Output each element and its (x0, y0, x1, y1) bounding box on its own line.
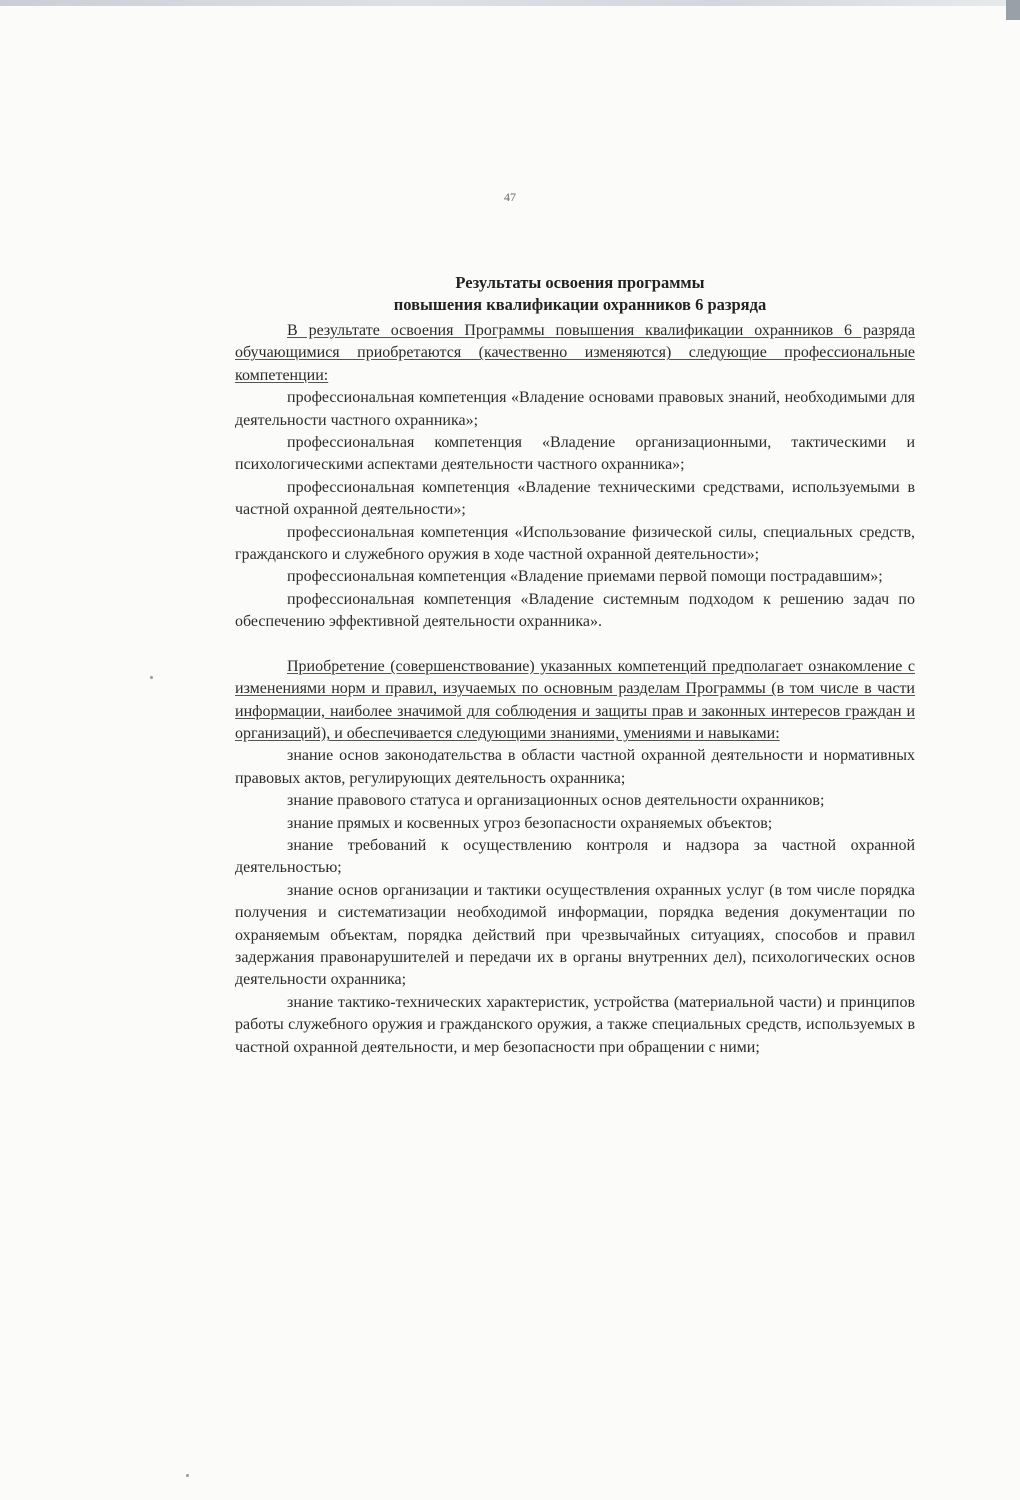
knowledge-item: знание основ организации и тактики осуществления охранных услуг (в том числе порядка получения и систематизации необходимой информации, порядка ведения документации по охраняемым объектам, порядка действий при чрезвычайных ситуациях, способов и правил задержания правонарушителей и передачи их в органы внутренних дел), психологических основ деятельности охранника; (235, 881, 915, 989)
competency-item: профессиональная компетенция «Использование физической силы, специальных средств, гражданского и служебного оружия в ходе частной охранной деятельности»; (235, 523, 915, 564)
knowledge-item: знание правового статуса и организационных основ деятельности охранников; (287, 792, 825, 810)
knowledge-item: знание требований к осуществлению контроля и надзора за частной охранной деятельностью; (235, 836, 915, 877)
competency-item: профессиональная компетенция «Владение системным подходом к решению задач по обеспечению эффективной деятельности охранника». (235, 590, 915, 631)
knowledge-item: знание тактико-технических характеристик, устройства (материальной части) и принципов работы служебного оружия и гражданского оружия, а также специальных средств, используемых в частной охранной деятельности, и мер безопасности при обращении с ними; (235, 993, 915, 1056)
competency-item: профессиональная компетенция «Владение техническими средствами, используемыми в частной охранной деятельности»; (235, 478, 915, 519)
intro-paragraph: В результате освоения Программы повышения квалификации охранников 6 разряда обучающимися приобретаются (качественно изменяются) следующие профессиональные компетенции: (235, 322, 915, 384)
knowledge-item: знание прямых и косвенных угроз безопасности охраняемых объектов; (287, 814, 773, 832)
competency-item: профессиональная компетенция «Владение основами правовых знаний, необходимыми для деятельности частного охранника»; (235, 389, 915, 429)
title-line-2: повышения квалификации охранников 6 разряда (393, 295, 767, 314)
competency-item: профессиональная компетенция «Владение приемами первой помощи пострадавшим»; (287, 568, 883, 586)
scan-corner (1006, 0, 1020, 20)
scan-speck (150, 676, 153, 679)
document-title (330, 272, 830, 316)
document-body (235, 320, 915, 1059)
knowledge-item: знание основ законодательства в области частной охранной деятельности и нормативных правовых актов, регулирующих деятельность охранника; (235, 747, 915, 787)
competency-item: профессиональная компетенция «Владение организационными, тактическими и психологическими аспектами деятельности частного охранника»; (235, 434, 915, 474)
scan-edge (0, 0, 1020, 6)
title-line-1: Результаты освоения программы (455, 273, 705, 292)
acquisition-paragraph: Приобретение (совершенствование) указанных компетенций предполагает ознакомление с изменениями норм и правил, изучаемых по основным разделам Программы (в том числе в части информации, наиболее значимой для соблюдения и защиты прав и законных интересов граждан и организаций), и обеспечивается следующими знаниями, умениями и навыками: (235, 657, 915, 742)
page-number: 47 (504, 190, 516, 204)
paragraph-gap (235, 634, 915, 656)
scan-speck (186, 1474, 189, 1477)
